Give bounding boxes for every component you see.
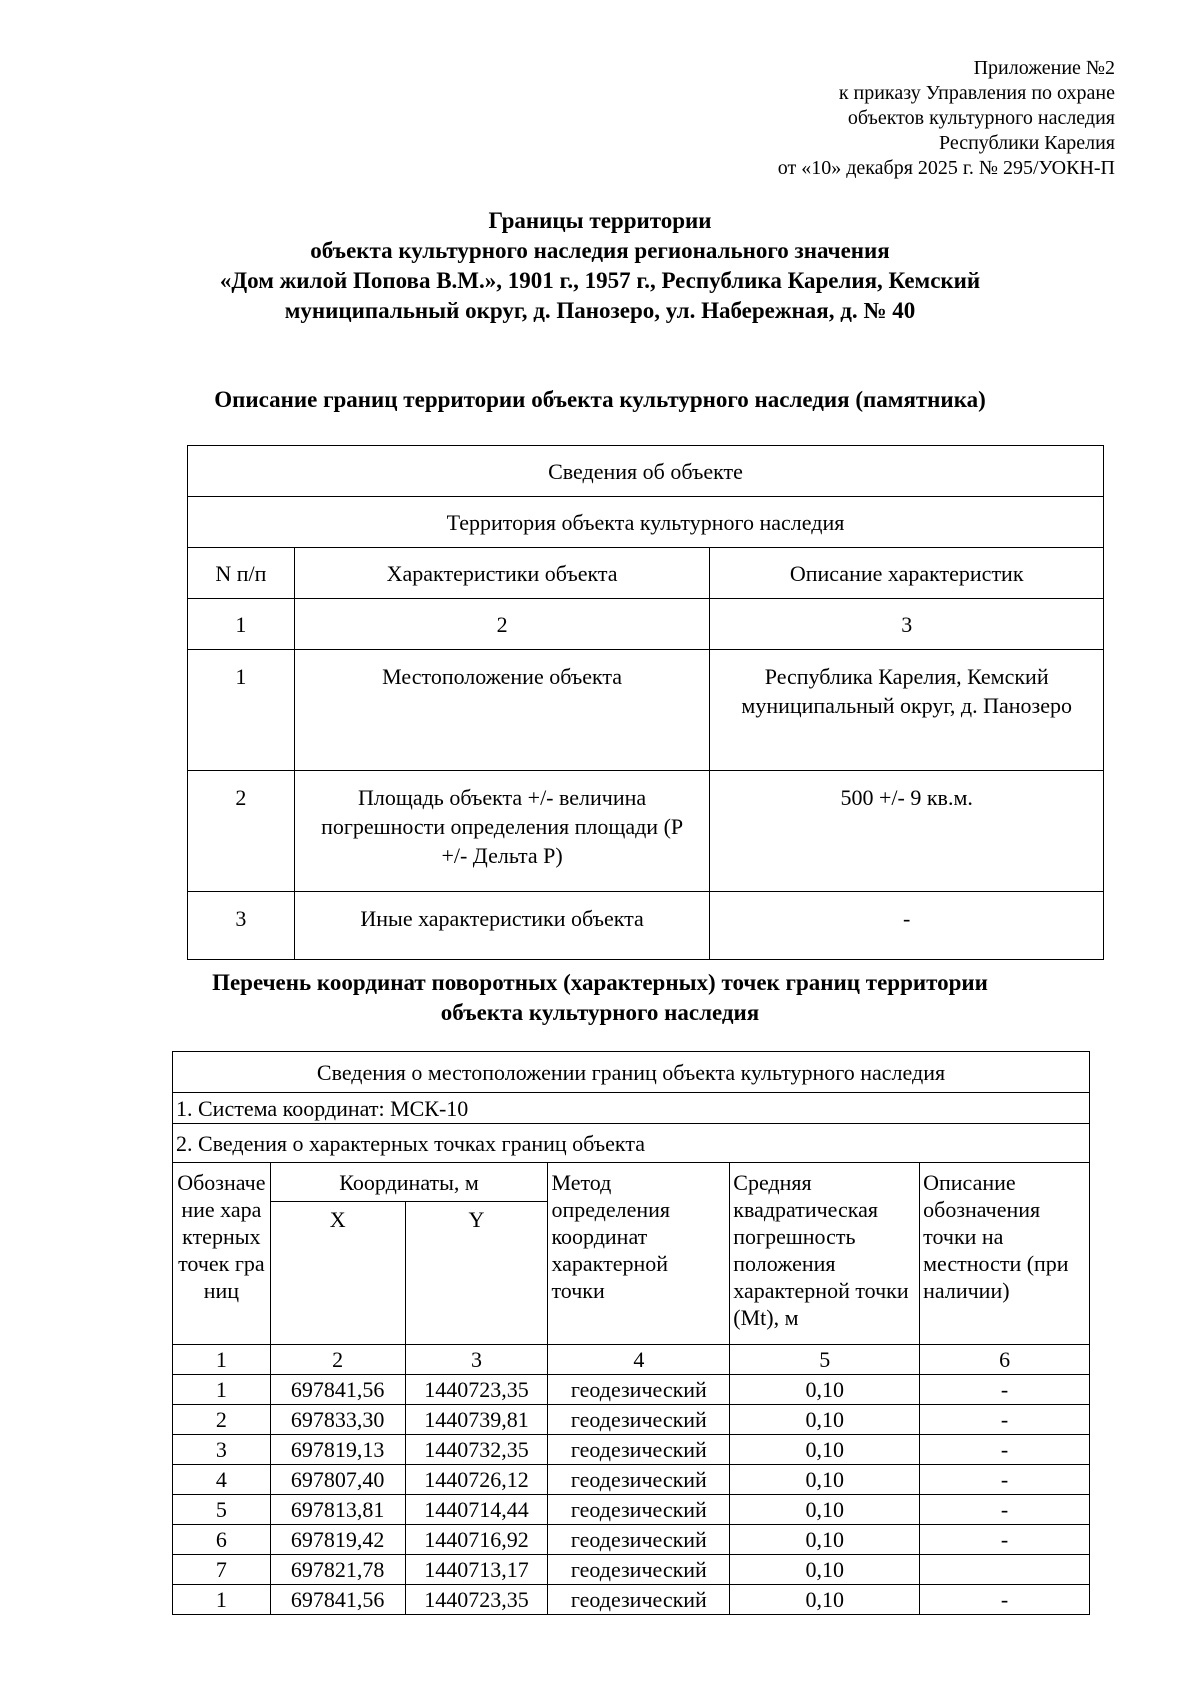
point-description: - — [920, 1585, 1090, 1615]
column-header: Характеристики объекта — [294, 548, 710, 599]
row-description: 500 +/- 9 кв.м. — [710, 771, 1104, 892]
point-description: - — [920, 1525, 1090, 1555]
column-header-coords: Координаты, м — [270, 1163, 548, 1202]
point-id: 4 — [173, 1465, 271, 1495]
table-subcaption: Территория объекта культурного наследия — [188, 497, 1104, 548]
column-number: 2 — [270, 1345, 405, 1375]
column-header-y: Y — [405, 1202, 548, 1345]
coord-y: 1440739,81 — [405, 1405, 548, 1435]
error: 0,10 — [730, 1495, 920, 1525]
table-row — [188, 892, 1104, 960]
title-line: Границы территории — [488, 208, 712, 233]
coord-y: 1440723,35 — [405, 1375, 548, 1405]
column-header-x: X — [270, 1202, 405, 1345]
point-description: - — [920, 1465, 1090, 1495]
point-id: 1 — [173, 1375, 271, 1405]
table-row — [173, 1375, 1090, 1405]
header-line: объектов культурного наследия — [847, 107, 1115, 129]
error: 0,10 — [730, 1435, 920, 1465]
header-line: от «10» декабря 2025 г. № 295/УОКН-П — [777, 157, 1115, 179]
coord-x: 697841,56 — [270, 1585, 405, 1615]
row-number: 1 — [188, 650, 295, 771]
coord-x: 697821,78 — [270, 1555, 405, 1585]
error: 0,10 — [730, 1375, 920, 1405]
column-number: 1 — [188, 599, 295, 650]
title-line: объекта культурного наследия регионального значения — [310, 238, 890, 263]
table-row — [173, 1465, 1090, 1495]
row-characteristic: Местоположение объекта — [294, 650, 710, 771]
point-id: 2 — [173, 1405, 271, 1435]
coord-y: 1440713,17 — [405, 1555, 548, 1585]
column-header: Описание характеристик — [710, 548, 1104, 599]
column-header-description: Описание обозначения точки на местности (при наличии) — [920, 1163, 1090, 1345]
object-info-table — [187, 445, 1104, 960]
table-row — [173, 1495, 1090, 1525]
coord-x: 697819,13 — [270, 1435, 405, 1465]
row-number: 3 — [188, 892, 295, 960]
table-row — [173, 1405, 1090, 1435]
coord-x: 697813,81 — [270, 1495, 405, 1525]
table-caption: Сведения об объекте — [188, 446, 1104, 497]
coord-x: 697807,40 — [270, 1465, 405, 1495]
row-number: 2 — [188, 771, 295, 892]
table-caption: Сведения о местоположении границ объекта культурного наследия — [173, 1052, 1090, 1093]
heading-line: объекта культурного наследия — [440, 1000, 760, 1025]
header-line: Республики Карелия — [938, 132, 1115, 154]
method: геодезический — [548, 1495, 730, 1525]
coord-y: 1440716,92 — [405, 1525, 548, 1555]
column-header-error: Средняя квадратическая погрешность положения характерной точки (Mt), м — [730, 1163, 920, 1345]
table-row — [188, 650, 1104, 771]
method: геодезический — [548, 1525, 730, 1555]
column-number: 3 — [710, 599, 1104, 650]
coord-y: 1440726,12 — [405, 1465, 548, 1495]
column-number: 1 — [173, 1345, 271, 1375]
method: геодезический — [548, 1435, 730, 1465]
method: геодезический — [548, 1375, 730, 1405]
column-number: 2 — [294, 599, 710, 650]
section1-heading: Описание границ территории объекта культурного наследия (памятника) — [214, 387, 986, 412]
table-row — [173, 1435, 1090, 1465]
column-header-method: Метод определения координат характерной точки — [548, 1163, 730, 1345]
points-caption: 2. Сведения о характерных точках границ объекта — [173, 1124, 1090, 1163]
column-number: 3 — [405, 1345, 548, 1375]
error: 0,10 — [730, 1525, 920, 1555]
method: геодезический — [548, 1465, 730, 1495]
error: 0,10 — [730, 1555, 920, 1585]
header-line: к приказу Управления по охране — [838, 82, 1115, 104]
coord-y: 1440732,35 — [405, 1435, 548, 1465]
heading-line: Перечень координат поворотных (характерных) точек границ территории — [212, 970, 988, 995]
point-description: - — [920, 1495, 1090, 1525]
column-header: N п/п — [188, 548, 295, 599]
column-header-point: Обозначение характерных точек границ — [173, 1163, 271, 1345]
coordinate-system: 1. Система координат: МСК-10 — [173, 1093, 1090, 1124]
column-number: 4 — [548, 1345, 730, 1375]
column-number: 6 — [920, 1345, 1090, 1375]
coordinates-table — [172, 1051, 1090, 1615]
point-id: 3 — [173, 1435, 271, 1465]
column-number: 5 — [730, 1345, 920, 1375]
row-characteristic: Площадь объекта +/- величина погрешности определения площади (Р +/- Дельта Р) — [294, 771, 710, 892]
row-characteristic: Иные характеристики объекта — [294, 892, 710, 960]
point-description: - — [920, 1375, 1090, 1405]
table-row — [173, 1585, 1090, 1615]
point-description: - — [920, 1405, 1090, 1435]
coord-x: 697819,42 — [270, 1525, 405, 1555]
point-id: 7 — [173, 1555, 271, 1585]
table-row — [173, 1525, 1090, 1555]
method: геодезический — [548, 1555, 730, 1585]
point-id: 5 — [173, 1495, 271, 1525]
row-description: - — [710, 892, 1104, 960]
point-id: 1 — [173, 1585, 271, 1615]
title-line: муниципальный округ, д. Панозеро, ул. Набережная, д. № 40 — [284, 298, 916, 323]
table-row — [188, 771, 1104, 892]
row-description: Республика Карелия, Кемский муниципальный округ, д. Панозеро — [710, 650, 1104, 771]
header-line: Приложение №2 — [973, 57, 1115, 79]
order-attachment-header — [778, 56, 1115, 181]
table-row — [173, 1555, 1090, 1585]
coord-x: 697841,56 — [270, 1375, 405, 1405]
method: геодезический — [548, 1405, 730, 1435]
title-line: «Дом жилой Попова В.М.», 1901 г., 1957 г., Республика Карелия, Кемский — [219, 268, 981, 293]
error: 0,10 — [730, 1585, 920, 1615]
coord-y: 1440723,35 — [405, 1585, 548, 1615]
point-id: 6 — [173, 1525, 271, 1555]
point-description: - — [920, 1435, 1090, 1465]
section2-heading — [100, 968, 1100, 1028]
error: 0,10 — [730, 1405, 920, 1435]
method: геодезический — [548, 1585, 730, 1615]
document-title — [100, 206, 1100, 326]
point-description — [920, 1555, 1090, 1585]
error: 0,10 — [730, 1465, 920, 1495]
coord-y: 1440714,44 — [405, 1495, 548, 1525]
coord-x: 697833,30 — [270, 1405, 405, 1435]
